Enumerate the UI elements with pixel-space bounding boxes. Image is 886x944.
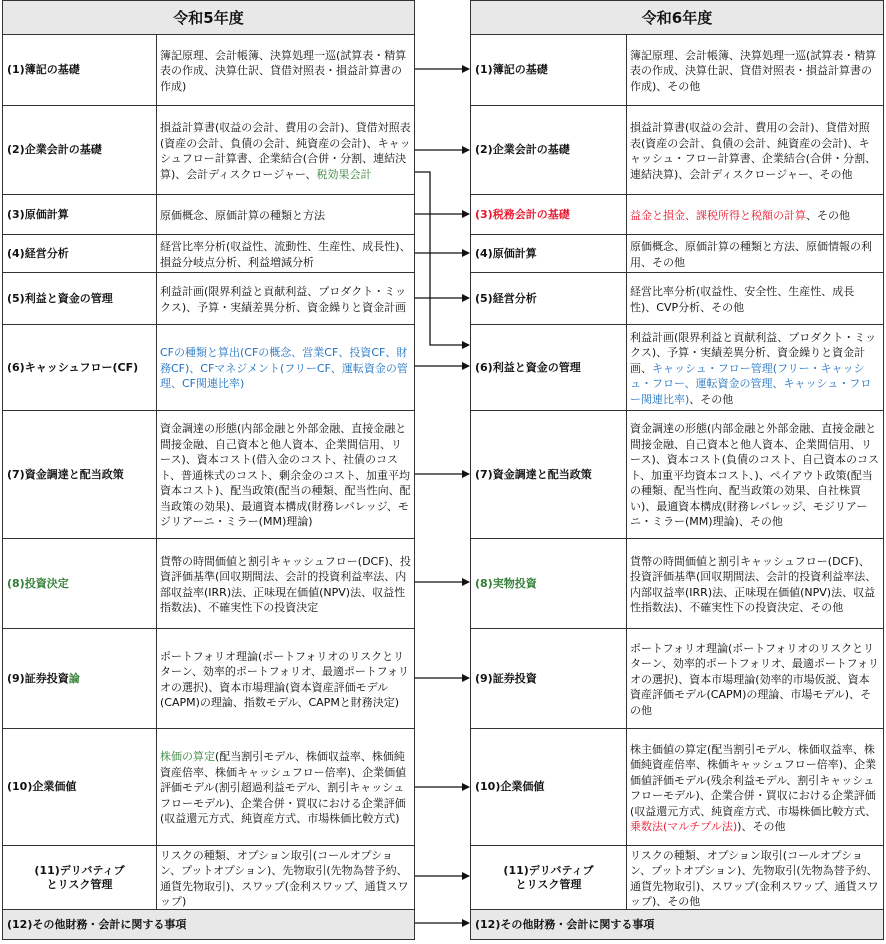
left-row-12 xyxy=(3,910,414,939)
right-row-11 xyxy=(471,846,883,910)
left-table-header: 令和5年度 xyxy=(3,1,414,35)
right-row-11-desc: リスクの種類、オプション取引(コールオプション、プットオプション)、先物取引(先物為替予約、通貨先物取引)、スワップ(金利スワップ、通貨スワップ)、その他 xyxy=(630,848,879,908)
arrow-5 xyxy=(415,253,469,298)
left-row-11 xyxy=(3,846,414,910)
right-row-4-desc: 原価概念、原価計算の種類と方法、原価情報の利用、その他 xyxy=(630,240,872,269)
left-row-2-label: (2)企業会計の基礎 xyxy=(3,106,157,194)
left-row-9-label: (9)証券投資論 xyxy=(3,629,157,728)
right-row-2-desc: 損益計算書(収益の会計、費用の会計)、貸借対照表(資産の会計、負債の会計、純資産の会計)、キャッシュ・フロー計算書、企業結合(合併・分割、連結決算)、会計ディスクロージャー、その他 xyxy=(630,121,877,181)
left-row-7-label: (7)資金調達と配当政策 xyxy=(3,411,157,538)
right-row-3-label: (3)税務会計の基礎 xyxy=(471,195,627,234)
right-row-4 xyxy=(471,235,883,273)
right-row-9-label: (9)証券投資 xyxy=(471,629,627,728)
left-row-3 xyxy=(3,195,414,235)
left-row-8 xyxy=(3,539,414,629)
right-row-9-desc: ポートフォリオ理論(ポートフォリオのリスクとリターン、効率的ポートフォリオ、最適ポートフォリオの選択)、資本市場理論(効率的市場仮説、資本資産評価モデル(CAPM)の理論、市場モデル)、その他 xyxy=(630,641,880,717)
left-row-2-desc-green: 税効果会計 xyxy=(316,167,372,181)
right-table-header: 令和6年度 xyxy=(471,1,883,35)
right-row-5-desc: 経営比率分析(収益性、安全性、生産性、成長性)、CVP分析、その他 xyxy=(630,285,855,314)
left-row-10-label: (10)企業価値 xyxy=(3,729,157,845)
left-row-6-desc: CFの種類と算出(CFの概念、営業CF、投資CF、財務CF)、CFマネジメント(フリーCF、運転資金の管理、CF関連比率) xyxy=(160,346,408,391)
left-row-10-desc: 株価の算定(配当割引モデル、株価収益率、株価純資産倍率、株価キャッシュフロー倍率)、企業価値評価モデル(割引超過利益モデル、割引キャッシュフローモデル)、企業合併・買収における企業評価(収益還元方式、純資産方式、市場株価比較方式) xyxy=(160,750,407,826)
left-row-5-label: (5)利益と資金の管理 xyxy=(3,273,157,324)
left-row-12-label: (12)その他財務・会計に関する事項 xyxy=(3,910,414,939)
right-row-12 xyxy=(471,910,883,939)
right-row-7-desc: 資金調達の形態(内部金融と外部金融、直接金融と間接金融、自己資本と他人資本、企業間信用、リース)、資本コスト(負債のコスト、自己資本のコスト、加重平均資本コスト、)、ペイアウト政策(配当の種類、配当性向、配当政策の効果、自社株買い)、最適資本構成(財務レバレッジ、モジリアーニ・ミラー(MM)理論)、その他 xyxy=(630,422,880,529)
left-row-4-label: (4)経営分析 xyxy=(3,235,157,272)
left-row-6-label: (6)キャッシュフロー(CF) xyxy=(3,325,157,410)
left-row-5-desc: 利益計画(限界利益と貢献利益、プロダクト・ミックス)、予算・実績差異分析、資金繰りと資金計画 xyxy=(160,285,407,314)
left-row-9-desc: ポートフォリオ理論(ポートフォリオのリスクとリターン、効率的ポートフォリオ、最適ポートフォリオの選択)、資本市場理論(資本資産評価モデル(CAPM)の理論、指数モデル、CAPMと財務決定) xyxy=(160,649,410,709)
right-row-1-label: (1)簿記の基礎 xyxy=(471,35,627,105)
right-row-6 xyxy=(471,325,883,411)
right-row-12-label: (12)その他財務・会計に関する事項 xyxy=(471,910,883,939)
left-row-4-desc: 経営比率分析(収益性、流動性、生産性、成長性)、損益分岐点分析、利益増減分析 xyxy=(160,240,411,269)
right-row-2-label: (2)企業会計の基礎 xyxy=(471,106,627,194)
left-row-9 xyxy=(3,629,414,729)
right-row-8-desc: 貨幣の時間価値と割引キャッシュフロー(DCF)、投資評価基準(回収期間法、会計的投資利益率法、内部収益率(IRR)法、正味現在価値(NPV)法、収益性指数法)、不確実性下の投資決定、その他 xyxy=(630,554,877,614)
right-row-1-desc: 簿記原理、会計帳簿、決算処理一巡(試算表・精算表の作成、決算仕訳、貸借対照表・損益計算書の作成)、その他 xyxy=(630,48,877,93)
right-row-5-label: (5)経営分析 xyxy=(471,273,627,324)
left-table xyxy=(2,0,415,940)
right-row-4-label: (4)原価計算 xyxy=(471,235,627,272)
right-row-5 xyxy=(471,273,883,325)
left-row-2 xyxy=(3,106,414,195)
left-row-3-desc: 原価概念、原価計算の種類と方法 xyxy=(160,208,325,222)
left-row-11-label: (11)デリバティブ とリスク管理 xyxy=(3,846,157,909)
right-row-11-label: (11)デリバティブ とリスク管理 xyxy=(471,846,627,909)
right-row-8-label: (8)実物投資 xyxy=(471,539,627,628)
right-table xyxy=(470,0,884,940)
arrow-4 xyxy=(415,214,469,253)
left-row-10 xyxy=(3,729,414,846)
left-row-5 xyxy=(3,273,414,325)
left-row-11-desc: リスクの種類、オプション取引(コールオプション、プットオプション)、先物取引(先物為替予約、通貨先物取引)、スワップ(金利スワップ、通貨スワップ) xyxy=(160,848,409,908)
right-row-1 xyxy=(471,35,883,106)
left-row-1-desc: 簿記原理、会計帳簿、決算処理一巡(試算表・精算表の作成、決算仕訳、貸借対照表・損益計算書の作成) xyxy=(160,48,407,93)
left-row-8-desc: 貨幣の時間価値と割引キャッシュフロー(DCF)、投資評価基準(回収期間法、会計的投資利益率法、内部収益率(IRR)法、正味現在価値(NPV)法、収益性指数法)、不確実性下の投資決定 xyxy=(160,554,411,614)
left-row-6 xyxy=(3,325,414,411)
right-row-6-desc: 利益計画(限界利益と貢献利益、プロダクト・ミックス)、予算・実績差異分析、資金繰りと資金計画、キャッシュ・フロー管理(フリー・キャッシュ・フロー、運転資金の管理、キャッシュ・フロー関連比率)、その他 xyxy=(630,330,877,406)
right-row-7 xyxy=(471,411,883,539)
right-row-6-label: (6)利益と資金の管理 xyxy=(471,325,627,410)
left-row-7 xyxy=(3,411,414,539)
right-row-9 xyxy=(471,629,883,729)
right-row-3-desc: 益金と損金、課税所得と税額の計算、その他 xyxy=(630,208,850,222)
right-row-2 xyxy=(471,106,883,195)
right-row-8 xyxy=(471,539,883,629)
right-row-3 xyxy=(471,195,883,235)
arrow-6 xyxy=(415,298,469,345)
left-row-3-label: (3)原価計算 xyxy=(3,195,157,234)
left-row-1-label: (1)簿記の基礎 xyxy=(3,35,157,105)
left-row-7-desc: 資金調達の形態(内部金融と外部金融、直接金融と間接金融、自己資本と他人資本、企業間信用、リース)、資本コスト(借入金のコスト、社債のコスト、普通株式のコスト、剰余金のコスト、加重平均資本コスト)、配当政策(配当の種類、配当性向、配当政策の効果)、最適資本構成(財務レバレッジ、モジリアーニ・ミラー(MM)理論) xyxy=(160,422,411,529)
left-row-4 xyxy=(3,235,414,273)
left-row-1 xyxy=(3,35,414,106)
right-row-10 xyxy=(471,729,883,846)
right-row-10-desc: 株主価値の算定(配当割引モデル、株価収益率、株価純資産倍率、株価キャッシュフロー倍率)、企業価値評価モデル(残余利益モデル、割引キャッシュフローモデル)、企業合併・買収における企業評価(収益還元方式、純資産方式、市場株価比較方式、乗数法(マルチプル法))、その他 xyxy=(630,742,877,833)
right-row-10-label: (10)企業価値 xyxy=(471,729,627,845)
left-row-8-label: (8)投資決定 xyxy=(3,539,157,628)
left-row-2-desc: 損益計算書(収益の会計、費用の会計)、貸借対照表(資産の会計、負債の会計、純資産の会計)、キャッシュフロー計算書、企業結合(合併・分割、連結決算)、会計ディスクロージャー、税効果会計 xyxy=(160,121,411,181)
arrow-3 xyxy=(415,172,469,214)
right-row-7-label: (7)資金調達と配当政策 xyxy=(471,411,627,538)
